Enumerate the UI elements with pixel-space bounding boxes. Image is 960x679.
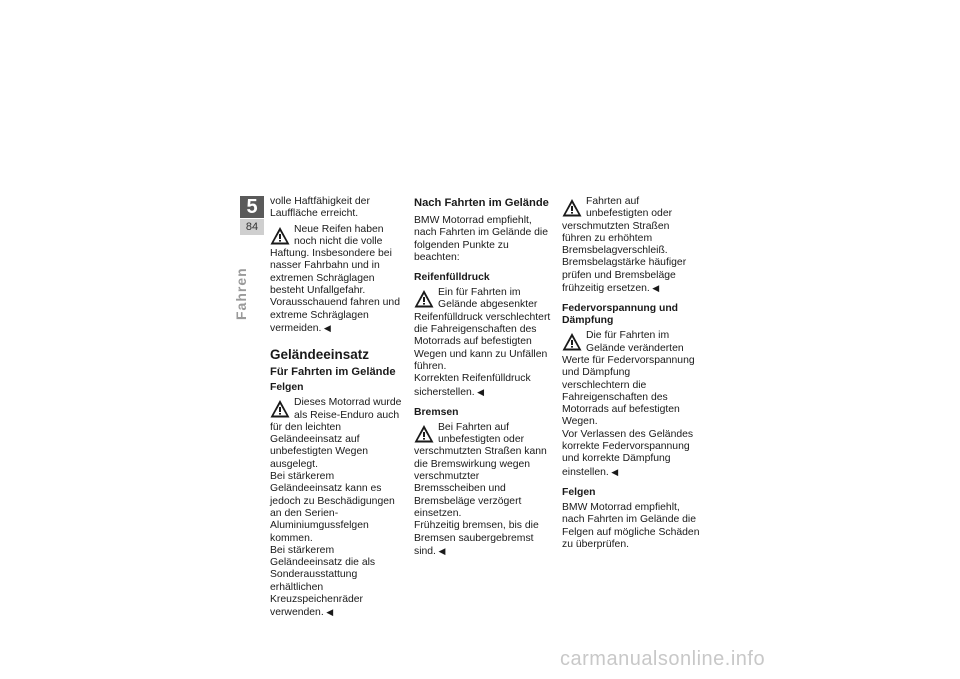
body-text: Bei stärkerem Geländeeinsatz die als Sonderausstattung erhältlichen Kreuzspeichenräder verwenden. ◀ xyxy=(270,545,408,620)
felgen-title: Felgen xyxy=(562,486,596,498)
page-number: 84 xyxy=(240,219,264,235)
warning-text: Die für Fahrten im Gelände veränderten Werte für Federvorspannung und Dämpfung verschlechtern die Fahreigenschaften des Motorrads auf befestigten Wegen. xyxy=(562,330,695,428)
warning-text: Neue Reifen haben noch nicht die volle Haftung. Insbesondere bei nasser Fahrbahn und in extremen Schräglagen besteht Unfallgefahr. xyxy=(270,223,392,297)
warning-block xyxy=(414,422,552,520)
column-3 xyxy=(562,196,700,551)
felgen-title: Felgen xyxy=(270,382,304,394)
warning-block xyxy=(270,224,408,298)
feder-title: Federvorspannung und Dämpfung xyxy=(562,303,679,327)
warning-icon xyxy=(414,424,434,444)
warning-text: Ein für Fahrten im Gelände abgesenkter Reifenfülldruck verschlechtert die Fahreigenschaften des Motorrads auf befestigten Wegen und kann zu Unfällen führen. xyxy=(414,287,551,372)
warning-tail: Frühzeitig bremsen, bis die Bremsen saubergebremst sind. ◀ xyxy=(414,520,552,558)
bremsen-title: Bremsen xyxy=(414,406,459,418)
warning-icon xyxy=(562,332,582,352)
body-text: BMW Motorrad empfiehlt, nach Fahrten im Gelände die Felgen auf mögliche Schäden zu überprüfen. xyxy=(562,501,700,550)
warning-block xyxy=(562,330,700,428)
warning-tail: Korrekten Reifenfülldruck sicherstellen. ◀ xyxy=(414,373,552,399)
warning-block xyxy=(414,287,552,373)
intro-text: volle Haftfähigkeit der Lauffläche erreicht. xyxy=(270,196,370,220)
warning-icon xyxy=(414,289,434,309)
warning-icon xyxy=(270,399,290,419)
intro-text: BMW Motorrad empfiehlt, nach Fahrten im Gelände die folgenden Punkte zu beachten: xyxy=(414,215,549,263)
watermark: carmanualsonline.info xyxy=(560,648,766,670)
warning-tail: Vorausschauend fahren und extreme Schräglagen vermeiden. ◀ xyxy=(270,297,408,335)
reifen-title: Reifenfülldruck xyxy=(414,272,490,284)
section-title: Nach Fahrten im Gelände xyxy=(414,197,549,209)
subsection-title: Für Fahrten im Gelände xyxy=(270,366,396,379)
warning-icon xyxy=(562,198,582,218)
warning-text: Dieses Motorrad wurde als Reise-Enduro auch für den leichten Geländeeinsatz auf unbefestigten Wegen ausgelegt. xyxy=(270,397,402,470)
warning-text: Fahrten auf unbefestigten oder verschmutzten Straßen führen zu erhöhtem Bremsbelagverschleiß. xyxy=(562,196,673,257)
warning-block xyxy=(562,196,700,257)
section-title: Geländeeinsatz xyxy=(270,347,370,363)
body-text: Bei stärkerem Geländeeinsatz kann es jedoch zu Beschädigungen an den Serien-Aluminiumgussfelgen kommen. xyxy=(270,471,395,544)
chapter-number: 5 xyxy=(240,196,264,218)
warning-icon xyxy=(270,226,290,246)
warning-text: Bei Fahrten auf unbefestigten oder verschmutzten Straßen kann die Bremswirkung wegen verschmutzter Bremsscheiben und Bremsbeläge verzögert einsetzen. xyxy=(414,421,547,519)
warning-block xyxy=(270,397,408,471)
chapter-marker xyxy=(240,196,264,238)
chapter-label: Fahren xyxy=(233,267,249,320)
column-2 xyxy=(414,196,552,558)
warning-tail: Vor Verlassen des Geländes korrekte Federvorspannung und korrekte Dämpfung einstellen. ◀ xyxy=(562,429,700,479)
warning-tail: Bremsbelagstärke häufiger prüfen und Bremsbeläge frühzeitig ersetzen. ◀ xyxy=(562,257,700,295)
column-1 xyxy=(270,196,408,620)
